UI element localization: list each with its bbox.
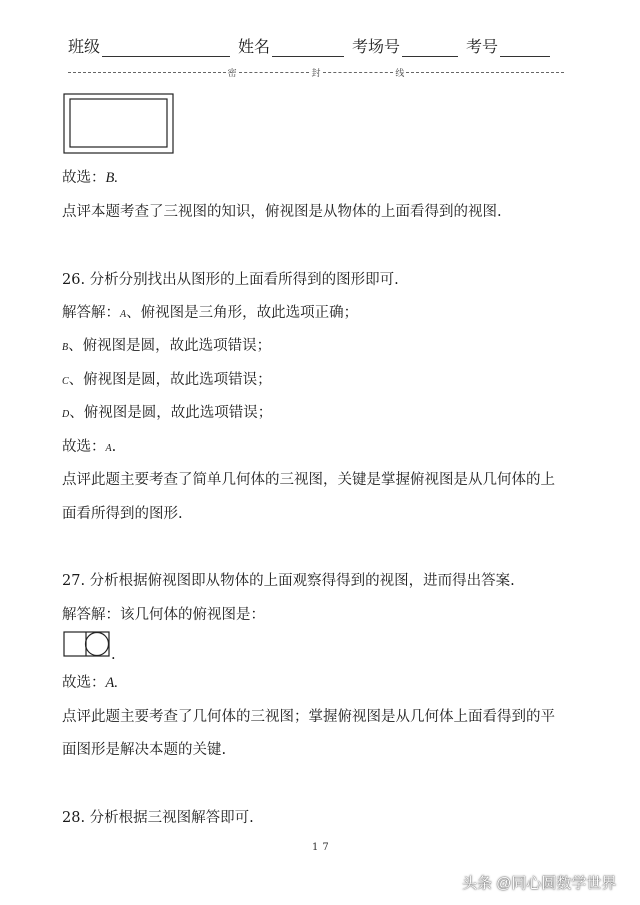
comment-line-25: 点评本题考查了三视图的知识，俯视图是从物体的上面看得到的视图.: [62, 204, 502, 220]
q27-comment-1: 点评此题主要考查了几何体的三视图；掌握俯视图是从几何体上面看得到的平: [62, 709, 555, 725]
q26-comment-2: 面看所得到的图形.: [62, 506, 183, 522]
answer-line-25: 故选：B.: [62, 170, 118, 186]
exam-header: [68, 34, 558, 57]
q27-selection: 故选：A.: [62, 675, 118, 691]
number-blank[interactable]: [500, 39, 550, 57]
class-blank[interactable]: [102, 39, 230, 57]
question-27-analysis: 27. 分析根据俯视图即从物体的上面观察得得到的视图，进而得出答案.: [62, 573, 515, 589]
rectangle-circle-top-view-figure: [63, 630, 111, 658]
question-26-analysis: 26. 分析分别找出从图形的上面看所得到的图形即可.: [62, 272, 399, 288]
room-blank[interactable]: [402, 39, 458, 57]
q26-option-c: C、俯视图是圆，故此选项错误；: [62, 372, 272, 388]
watermark: 头条 @同心圆数学世界: [462, 875, 617, 892]
class-label: 班级: [68, 37, 101, 56]
seal-word-1: 密: [227, 69, 237, 79]
q27-comment-2: 面图形是解决本题的关键.: [62, 742, 227, 758]
room-label: 考场号: [352, 37, 401, 56]
q26-option-b: B、俯视图是圆，故此选项错误；: [62, 338, 272, 354]
seal-line: [68, 66, 564, 79]
question-28-analysis: 28. 分析根据三视图解答即可.: [62, 810, 254, 826]
seal-word-3: 线: [395, 69, 405, 79]
seal-word-2: 封: [311, 69, 321, 79]
rectangle-top-view-figure: [63, 93, 175, 155]
number-label: 考号: [466, 37, 499, 56]
name-label: 姓名: [238, 37, 271, 56]
q27-figure-dot: .: [111, 647, 116, 663]
q26-comment-1: 点评此题主要考查了简单几何体的三视图，关键是掌握俯视图是从几何体的上: [62, 472, 555, 488]
name-blank[interactable]: [272, 39, 344, 57]
q27-answer: 解答解：该几何体的俯视图是：: [62, 607, 265, 623]
q26-option-a: 解答解：A、俯视图是三角形，故此选项正确；: [62, 305, 359, 321]
page-number: 17: [312, 842, 333, 853]
q26-selection: 故选：A.: [62, 439, 117, 455]
q26-option-d: D、俯视图是圆，故此选项错误；: [62, 405, 273, 421]
